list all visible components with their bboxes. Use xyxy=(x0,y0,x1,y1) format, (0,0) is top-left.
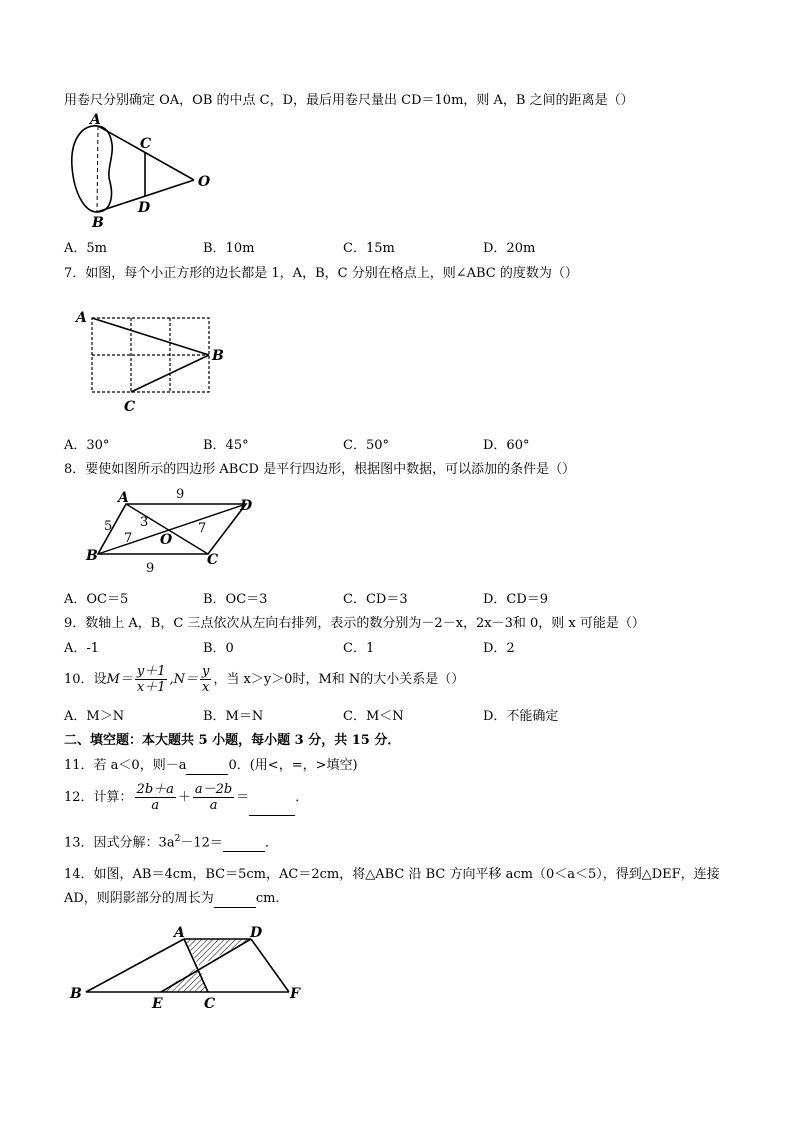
q13-answer-blank[interactable] xyxy=(223,837,265,852)
q6-label-o: O xyxy=(198,174,211,190)
q8-label-c: C xyxy=(207,552,219,568)
q12-f2-numerator: a－2b xyxy=(194,782,233,797)
q9-option-a[interactable]: A．-1 xyxy=(64,641,100,656)
q14-line-1: 14．如图，AB＝4cm，BC＝5cm，AC＝2cm，将△ABC 沿 BC 方向平移 acm（0＜a＜5），得到△DEF，连接 xyxy=(64,867,720,882)
q12-f1-numerator: 2b＋a xyxy=(136,782,174,797)
q10-n-lhs: ,N＝ xyxy=(169,672,198,687)
q14-answer-blank[interactable] xyxy=(214,893,256,908)
q8-label-top: 9 xyxy=(176,487,185,502)
q12-f1-denominator: a xyxy=(151,798,160,813)
q10-n-numerator: y xyxy=(202,664,210,679)
q10-suffix: ，当 x＞y＞0时，M和 N的大小关系是（） xyxy=(213,672,465,687)
q8-option-d[interactable]: D．CD＝9 xyxy=(483,592,549,607)
q10-option-c[interactable]: C．M＜N xyxy=(343,709,404,724)
q12-plus: ＋ xyxy=(177,790,191,805)
q6-option-d[interactable]: D．20m xyxy=(483,241,536,256)
q7-label-a: A xyxy=(76,310,87,326)
q11-text-b: 0．(用<，=，>填空) xyxy=(228,758,358,773)
q14-line-2-b: cm． xyxy=(255,891,289,906)
q13-superscript: 2 xyxy=(174,834,181,844)
q9-option-d[interactable]: D．2 xyxy=(483,641,515,656)
q8-stem: 8．要使如图所示的四边形 ABCD 是平行四边形，根据图中数据，可以添加的条件是（） xyxy=(64,462,576,477)
q12-answer-blank[interactable] xyxy=(249,801,295,816)
q7-label-b: B xyxy=(212,348,224,364)
q12-stem xyxy=(64,780,308,816)
q7-option-c[interactable]: C．50° xyxy=(343,438,389,453)
q10-stem xyxy=(64,662,464,698)
q12-fraction-1 xyxy=(135,782,176,813)
q14-figure xyxy=(66,922,316,1018)
q8-label-d: D xyxy=(240,498,253,514)
q8-label-bo: 7 xyxy=(124,531,133,546)
q14-label-f: F xyxy=(290,986,300,1002)
q8-label-a: A xyxy=(118,490,129,506)
q8-option-a[interactable]: A．OC＝5 xyxy=(64,592,129,607)
q10-prefix: 10．设 xyxy=(64,672,107,687)
q6-label-c: C xyxy=(140,136,152,152)
q7-figure xyxy=(70,300,240,424)
q10-m-numerator: y＋1 xyxy=(136,664,166,679)
q10-option-a[interactable]: A．M＞N xyxy=(64,709,125,724)
q12-fraction-2 xyxy=(193,782,234,813)
q7-label-c: C xyxy=(124,399,136,415)
q10-m-denominator: x＋1 xyxy=(136,680,166,695)
q6-label-d: D xyxy=(138,200,151,216)
q10-option-b[interactable]: B．M＝N xyxy=(203,709,264,724)
q8-option-b[interactable]: B．OC＝3 xyxy=(203,592,268,607)
q11-answer-blank[interactable] xyxy=(186,760,228,775)
q10-m-lhs: M＝ xyxy=(106,672,133,687)
q8-label-bottom: 9 xyxy=(146,561,155,574)
q13-stem xyxy=(64,830,278,852)
q10-m-fraction xyxy=(135,664,168,695)
q8-label-o: O xyxy=(160,532,173,548)
q7-stem: 7．如图，每个小正方形的边长都是 1，A，B，C 分别在格点上，则∠ABC 的度数为（） xyxy=(64,266,578,281)
q7-option-b[interactable]: B．45° xyxy=(203,438,249,453)
q8-option-c[interactable]: C．CD＝3 xyxy=(343,592,408,607)
q14-label-d: D xyxy=(250,925,263,941)
q8-label-ao: 3 xyxy=(140,515,149,530)
q14-label-e: E xyxy=(152,996,163,1012)
q10-n-denominator: x xyxy=(202,680,210,695)
q6-option-b[interactable]: B．10m xyxy=(203,241,255,256)
q10-option-d[interactable]: D．不能确定 xyxy=(483,709,559,724)
q14-label-a: A xyxy=(174,925,185,941)
q12-f2-denominator: a xyxy=(209,798,218,813)
q6-label-a: A xyxy=(90,112,101,128)
q7-option-a[interactable]: A．30° xyxy=(64,438,110,453)
q8-label-od: 7 xyxy=(198,521,207,536)
q13-end: ． xyxy=(264,835,278,851)
q9-option-b[interactable]: B．0 xyxy=(203,641,234,656)
q11-stem xyxy=(64,757,358,775)
q6-label-b: B xyxy=(92,215,104,230)
q6-stem: 用卷尺分别确定 OA，OB 的中点 C，D，最后用卷尺量出 CD＝10m，则 A，B 之间的距离是（） xyxy=(64,93,634,108)
section-2-title: 二、填空题：本大题共 5 小题，每小题 3 分，共 15 分． xyxy=(64,733,401,748)
q12-end: ． xyxy=(295,790,309,805)
q6-figure xyxy=(62,112,232,234)
q12-equals: ＝ xyxy=(236,790,250,805)
q8-label-left: 5 xyxy=(104,519,113,534)
q6-option-a[interactable]: A．5m xyxy=(64,241,107,256)
q13-rest: －12＝ xyxy=(180,835,223,851)
q11-text-a: 11．若 a＜0，则－a xyxy=(64,758,187,773)
q7-option-d[interactable]: D．60° xyxy=(483,438,530,453)
q14-line-2 xyxy=(64,890,288,908)
q6-option-c[interactable]: C．15m xyxy=(343,241,395,256)
q14-label-c: C xyxy=(204,996,216,1012)
q10-n-fraction xyxy=(200,664,211,695)
q9-option-c[interactable]: C．1 xyxy=(343,641,375,656)
q8-figure xyxy=(80,482,270,578)
q9-stem: 9．数轴上 A，B，C 三点依次从左向右排列，表示的数分别为－2－x，2x－3和 0，则 x 可能是（） xyxy=(64,616,645,631)
q8-label-b: B xyxy=(86,548,98,564)
q12-prefix: 12．计算： xyxy=(64,790,133,805)
q14-label-b: B xyxy=(70,986,82,1002)
q13-prefix: 13．因式分解：3a xyxy=(64,835,175,851)
q14-line-2-a: AD，则阴影部分的周长为 xyxy=(64,891,214,906)
